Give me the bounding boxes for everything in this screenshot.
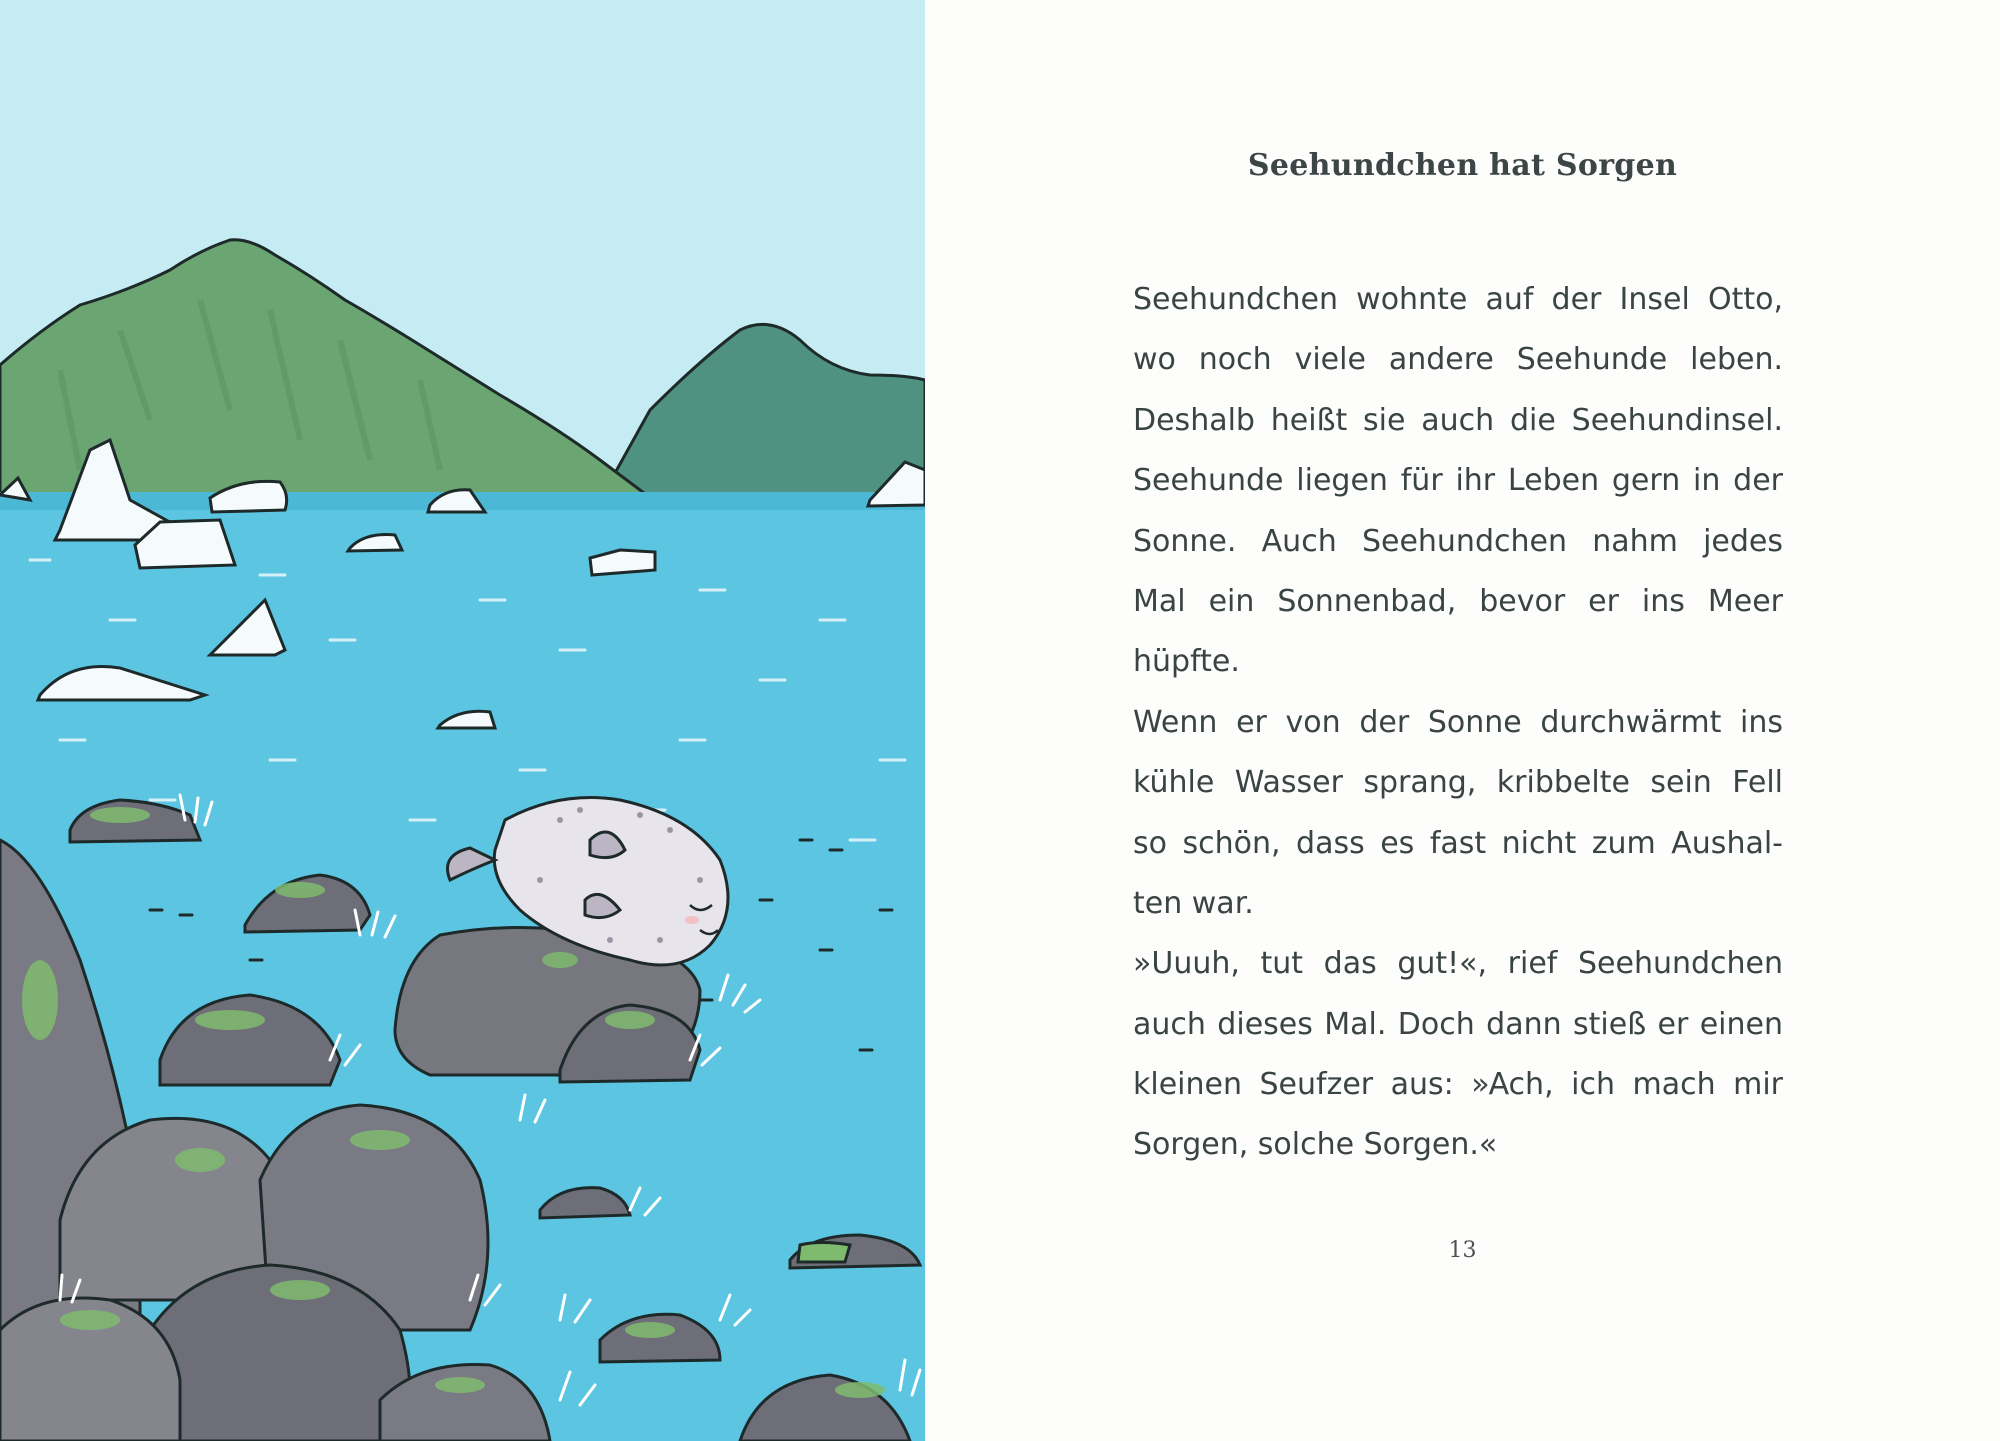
text-line: Mal ein Sonnenbad, bevor er ins Meer [1133,583,1783,619]
seal-cheek [685,916,699,924]
rock-moss [798,1243,850,1263]
text-line: Sonne. Auch Seehundchen nahm jedes [1133,523,1783,559]
text-line: »Uuuh, tut das gut!«, rief Seehundchen [1133,946,1783,982]
text-line: kleinen Seufzer aus: »Ach, ich mach mir [1133,1067,1783,1103]
page-number: 13 [1448,1238,1477,1263]
text-line: so schön, dass es fast nicht zum Aushal- [1133,825,1783,861]
text-line: Wenn er von der Sonne durchwärmt ins [1133,704,1783,740]
story-text [1133,270,1783,1176]
text-line: Seehundchen wohnte auf der Insel Otto, [1133,282,1783,317]
text-line: ten war. [1133,885,1254,921]
text-line: auch dieses Mal. Doch dann stieß er einen [1133,1006,1783,1042]
illustration-canvas [0,0,925,1441]
paragraph-3 [1133,934,1783,1176]
paragraph-1 [1133,270,1783,693]
paragraph-2 [1133,693,1783,935]
chapter-title: Seehundchen hat Sorgen [1247,148,1678,183]
text-line: Seehunde liegen für ihr Leben gern in der [1133,463,1783,499]
text-line: wo noch viele andere Seehunde leben. [1133,342,1783,378]
text-line: Deshalb heißt sie auch die Seehundinsel. [1133,402,1783,438]
text-page [925,0,2000,1441]
text-line: hüpfte. [1133,644,1240,680]
text-line: kühle Wasser sprang, kribbelte sein Fell [1133,765,1783,801]
seal-island-illustration [0,0,925,1441]
text-line: Sorgen, solche Sorgen.« [1133,1127,1498,1163]
